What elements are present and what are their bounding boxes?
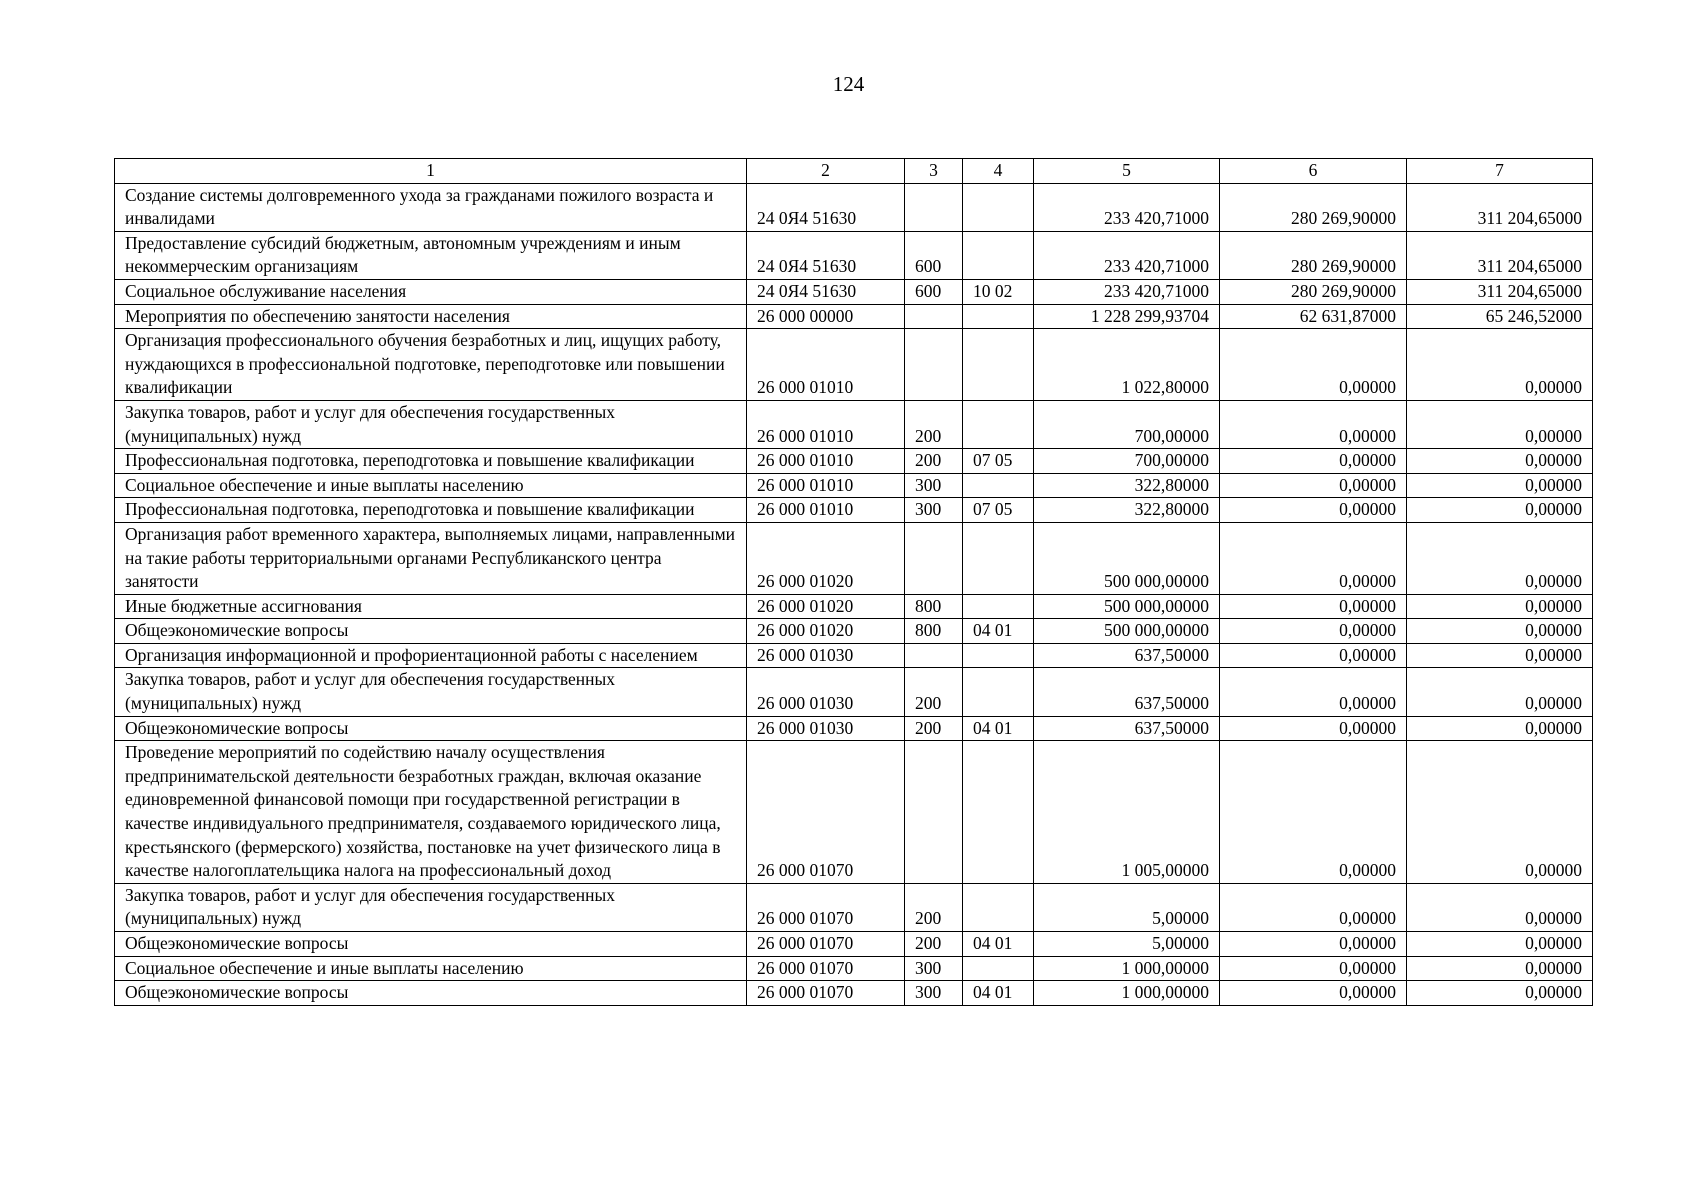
table-row (115, 981, 1593, 1006)
row-expense-type-cell (905, 183, 963, 231)
row-amount-col7-cell: 0,00000 (1407, 594, 1593, 619)
row-name-cell: Общеэкономические вопросы (115, 716, 747, 741)
row-section-cell (963, 883, 1034, 931)
row-name-cell: Закупка товаров, работ и услуг для обеспечения государственных (муниципальных) нужд (115, 883, 747, 931)
row-amount-col6-cell: 0,00000 (1220, 498, 1407, 523)
row-section-cell: 07 05 (963, 498, 1034, 523)
table-row (115, 329, 1593, 401)
row-amount-col6-cell: 0,00000 (1220, 883, 1407, 931)
row-amount-col7-cell: 0,00000 (1407, 932, 1593, 957)
row-amount-col7-cell: 0,00000 (1407, 449, 1593, 474)
row-section-cell: 04 01 (963, 716, 1034, 741)
page-number: 124 (832, 72, 865, 96)
table-row (115, 498, 1593, 523)
row-section-cell: 07 05 (963, 449, 1034, 474)
row-amount-col6-cell: 0,00000 (1220, 981, 1407, 1006)
header-cell-6: 6 (1220, 159, 1407, 184)
row-section-cell (963, 741, 1034, 884)
row-name-cell: Профессиональная подготовка, переподготовка и повышение квалификации (115, 498, 747, 523)
table-row (115, 883, 1593, 931)
row-name-cell: Общеэкономические вопросы (115, 981, 747, 1006)
row-expense-type-cell: 200 (905, 668, 963, 716)
row-amount-col6-cell: 0,00000 (1220, 643, 1407, 668)
row-amount-col6-cell: 280 269,90000 (1220, 183, 1407, 231)
row-section-cell (963, 231, 1034, 279)
row-amount-col5-cell: 1 000,00000 (1034, 981, 1220, 1006)
table-row (115, 643, 1593, 668)
row-section-cell (963, 668, 1034, 716)
table-row (115, 183, 1593, 231)
header-cell-3: 3 (905, 159, 963, 184)
table-row (115, 594, 1593, 619)
table-row (115, 668, 1593, 716)
row-expense-type-cell: 300 (905, 981, 963, 1006)
row-amount-col6-cell: 0,00000 (1220, 449, 1407, 474)
row-amount-col5-cell: 322,80000 (1034, 473, 1220, 498)
row-name-cell: Общеэкономические вопросы (115, 619, 747, 644)
row-name-cell: Предоставление субсидий бюджетным, автономным учреждениям и иным некоммерческим организациям (115, 231, 747, 279)
row-amount-col6-cell: 0,00000 (1220, 473, 1407, 498)
row-code-cell: 26 000 01070 (747, 981, 905, 1006)
row-code-cell: 26 000 01020 (747, 522, 905, 594)
row-code-cell: 26 000 01020 (747, 619, 905, 644)
row-section-cell: 04 01 (963, 981, 1034, 1006)
row-code-cell: 26 000 01030 (747, 668, 905, 716)
row-amount-col7-cell: 65 246,52000 (1407, 304, 1593, 329)
row-name-cell: Социальное обеспечение и иные выплаты населению (115, 473, 747, 498)
row-expense-type-cell: 800 (905, 619, 963, 644)
row-amount-col5-cell: 700,00000 (1034, 400, 1220, 448)
row-amount-col7-cell: 0,00000 (1407, 522, 1593, 594)
row-section-cell (963, 329, 1034, 401)
row-amount-col5-cell: 637,50000 (1034, 716, 1220, 741)
row-code-cell: 26 000 01010 (747, 449, 905, 474)
row-expense-type-cell (905, 643, 963, 668)
row-amount-col5-cell: 700,00000 (1034, 449, 1220, 474)
row-amount-col5-cell: 1 022,80000 (1034, 329, 1220, 401)
table-row (115, 741, 1593, 884)
row-amount-col5-cell: 5,00000 (1034, 932, 1220, 957)
row-name-cell: Организация профессионального обучения безработных и лиц, ищущих работу, нуждающихся в профессиональной подготовке, переподготовке или повышении квалификации (115, 329, 747, 401)
row-name-cell: Закупка товаров, работ и услуг для обеспечения государственных (муниципальных) нужд (115, 668, 747, 716)
row-amount-col5-cell: 322,80000 (1034, 498, 1220, 523)
row-section-cell (963, 643, 1034, 668)
row-code-cell: 26 000 01010 (747, 473, 905, 498)
row-amount-col7-cell: 0,00000 (1407, 329, 1593, 401)
table-row (115, 231, 1593, 279)
table-row (115, 956, 1593, 981)
row-code-cell: 26 000 01030 (747, 643, 905, 668)
row-amount-col6-cell: 0,00000 (1220, 522, 1407, 594)
row-section-cell (963, 183, 1034, 231)
row-code-cell: 26 000 01020 (747, 594, 905, 619)
row-amount-col5-cell: 500 000,00000 (1034, 619, 1220, 644)
row-code-cell: 26 000 00000 (747, 304, 905, 329)
row-section-cell: 04 01 (963, 619, 1034, 644)
row-expense-type-cell: 300 (905, 498, 963, 523)
row-amount-col7-cell: 0,00000 (1407, 498, 1593, 523)
row-code-cell: 26 000 01010 (747, 498, 905, 523)
row-amount-col5-cell: 1 228 299,93704 (1034, 304, 1220, 329)
row-amount-col6-cell: 0,00000 (1220, 594, 1407, 619)
header-row (115, 159, 1593, 184)
row-amount-col5-cell: 5,00000 (1034, 883, 1220, 931)
row-expense-type-cell: 600 (905, 231, 963, 279)
table-row (115, 304, 1593, 329)
row-section-cell (963, 473, 1034, 498)
row-name-cell: Организация информационной и профориентационной работы с населением (115, 643, 747, 668)
row-amount-col5-cell: 637,50000 (1034, 668, 1220, 716)
row-code-cell: 26 000 01030 (747, 716, 905, 741)
row-amount-col6-cell: 0,00000 (1220, 668, 1407, 716)
row-name-cell: Общеэкономические вопросы (115, 932, 747, 957)
row-code-cell: 26 000 01070 (747, 741, 905, 884)
row-amount-col7-cell: 0,00000 (1407, 981, 1593, 1006)
row-amount-col5-cell: 233 420,71000 (1034, 279, 1220, 304)
row-amount-col7-cell: 0,00000 (1407, 716, 1593, 741)
row-amount-col6-cell: 0,00000 (1220, 400, 1407, 448)
row-amount-col7-cell: 311 204,65000 (1407, 279, 1593, 304)
row-code-cell: 24 0Я4 51630 (747, 279, 905, 304)
row-amount-col6-cell: 0,00000 (1220, 932, 1407, 957)
row-expense-type-cell (905, 741, 963, 884)
row-amount-col7-cell: 0,00000 (1407, 473, 1593, 498)
row-code-cell: 26 000 01010 (747, 329, 905, 401)
table-row (115, 522, 1593, 594)
row-code-cell: 24 0Я4 51630 (747, 183, 905, 231)
row-name-cell: Иные бюджетные ассигнования (115, 594, 747, 619)
row-amount-col7-cell: 311 204,65000 (1407, 231, 1593, 279)
row-amount-col6-cell: 0,00000 (1220, 741, 1407, 884)
row-code-cell: 26 000 01070 (747, 932, 905, 957)
table-row (115, 400, 1593, 448)
row-expense-type-cell: 200 (905, 716, 963, 741)
row-amount-col6-cell: 280 269,90000 (1220, 231, 1407, 279)
row-amount-col5-cell: 233 420,71000 (1034, 231, 1220, 279)
table-row (115, 932, 1593, 957)
table-row (115, 449, 1593, 474)
row-code-cell: 24 0Я4 51630 (747, 231, 905, 279)
row-code-cell: 26 000 01070 (747, 956, 905, 981)
row-expense-type-cell: 200 (905, 932, 963, 957)
header-cell-4: 4 (963, 159, 1034, 184)
row-expense-type-cell: 300 (905, 956, 963, 981)
row-amount-col7-cell: 0,00000 (1407, 668, 1593, 716)
row-amount-col6-cell: 0,00000 (1220, 716, 1407, 741)
row-name-cell: Профессиональная подготовка, переподготовка и повышение квалификации (115, 449, 747, 474)
row-amount-col5-cell: 233 420,71000 (1034, 183, 1220, 231)
row-name-cell: Мероприятия по обеспечению занятости населения (115, 304, 747, 329)
row-amount-col7-cell: 0,00000 (1407, 643, 1593, 668)
row-section-cell: 10 02 (963, 279, 1034, 304)
row-amount-col6-cell: 0,00000 (1220, 619, 1407, 644)
row-amount-col6-cell: 0,00000 (1220, 956, 1407, 981)
table-row (115, 279, 1593, 304)
row-amount-col5-cell: 637,50000 (1034, 643, 1220, 668)
row-amount-col6-cell: 0,00000 (1220, 329, 1407, 401)
table-row (115, 619, 1593, 644)
row-expense-type-cell: 200 (905, 883, 963, 931)
row-expense-type-cell: 600 (905, 279, 963, 304)
row-expense-type-cell: 800 (905, 594, 963, 619)
budget-table (114, 158, 1593, 1006)
row-name-cell: Закупка товаров, работ и услуг для обеспечения государственных (муниципальных) нужд (115, 400, 747, 448)
row-section-cell (963, 304, 1034, 329)
header-cell-7: 7 (1407, 159, 1593, 184)
header-cell-1: 1 (115, 159, 747, 184)
row-amount-col5-cell: 1 000,00000 (1034, 956, 1220, 981)
row-name-cell: Социальное обслуживание населения (115, 279, 747, 304)
row-section-cell (963, 522, 1034, 594)
row-code-cell: 26 000 01010 (747, 400, 905, 448)
row-expense-type-cell: 200 (905, 400, 963, 448)
row-amount-col5-cell: 500 000,00000 (1034, 594, 1220, 619)
table-body (115, 183, 1593, 1005)
row-amount-col7-cell: 0,00000 (1407, 741, 1593, 884)
row-section-cell: 04 01 (963, 932, 1034, 957)
row-amount-col7-cell: 0,00000 (1407, 400, 1593, 448)
row-expense-type-cell (905, 329, 963, 401)
row-section-cell (963, 594, 1034, 619)
row-amount-col5-cell: 500 000,00000 (1034, 522, 1220, 594)
table-row (115, 716, 1593, 741)
row-amount-col6-cell: 280 269,90000 (1220, 279, 1407, 304)
row-name-cell: Создание системы долговременного ухода за гражданами пожилого возраста и инвалидами (115, 183, 747, 231)
row-expense-type-cell (905, 304, 963, 329)
header-cell-5: 5 (1034, 159, 1220, 184)
row-code-cell: 26 000 01070 (747, 883, 905, 931)
row-section-cell (963, 956, 1034, 981)
table-row (115, 473, 1593, 498)
row-name-cell: Социальное обеспечение и иные выплаты населению (115, 956, 747, 981)
row-section-cell (963, 400, 1034, 448)
row-amount-col7-cell: 311 204,65000 (1407, 183, 1593, 231)
row-amount-col7-cell: 0,00000 (1407, 883, 1593, 931)
row-amount-col5-cell: 1 005,00000 (1034, 741, 1220, 884)
header-cell-2: 2 (747, 159, 905, 184)
row-name-cell: Организация работ временного характера, выполняемых лицами, направленными на такие работы территориальными органами Республиканского центра занятости (115, 522, 747, 594)
row-name-cell: Проведение мероприятий по содействию началу осуществления предпринимательской деятельности безработных граждан, включая оказание единовременной финансовой помощи при государственной регистрации в качестве индивидуального предпринимателя, создаваемого юридического лица, крестьянского (фермерского) хозяйства, постановке на учет физического лица в качестве налогоплательщика налога на профессиональный доход (115, 741, 747, 884)
row-amount-col7-cell: 0,00000 (1407, 619, 1593, 644)
row-expense-type-cell: 300 (905, 473, 963, 498)
row-expense-type-cell: 200 (905, 449, 963, 474)
row-expense-type-cell (905, 522, 963, 594)
row-amount-col7-cell: 0,00000 (1407, 956, 1593, 981)
row-amount-col6-cell: 62 631,87000 (1220, 304, 1407, 329)
